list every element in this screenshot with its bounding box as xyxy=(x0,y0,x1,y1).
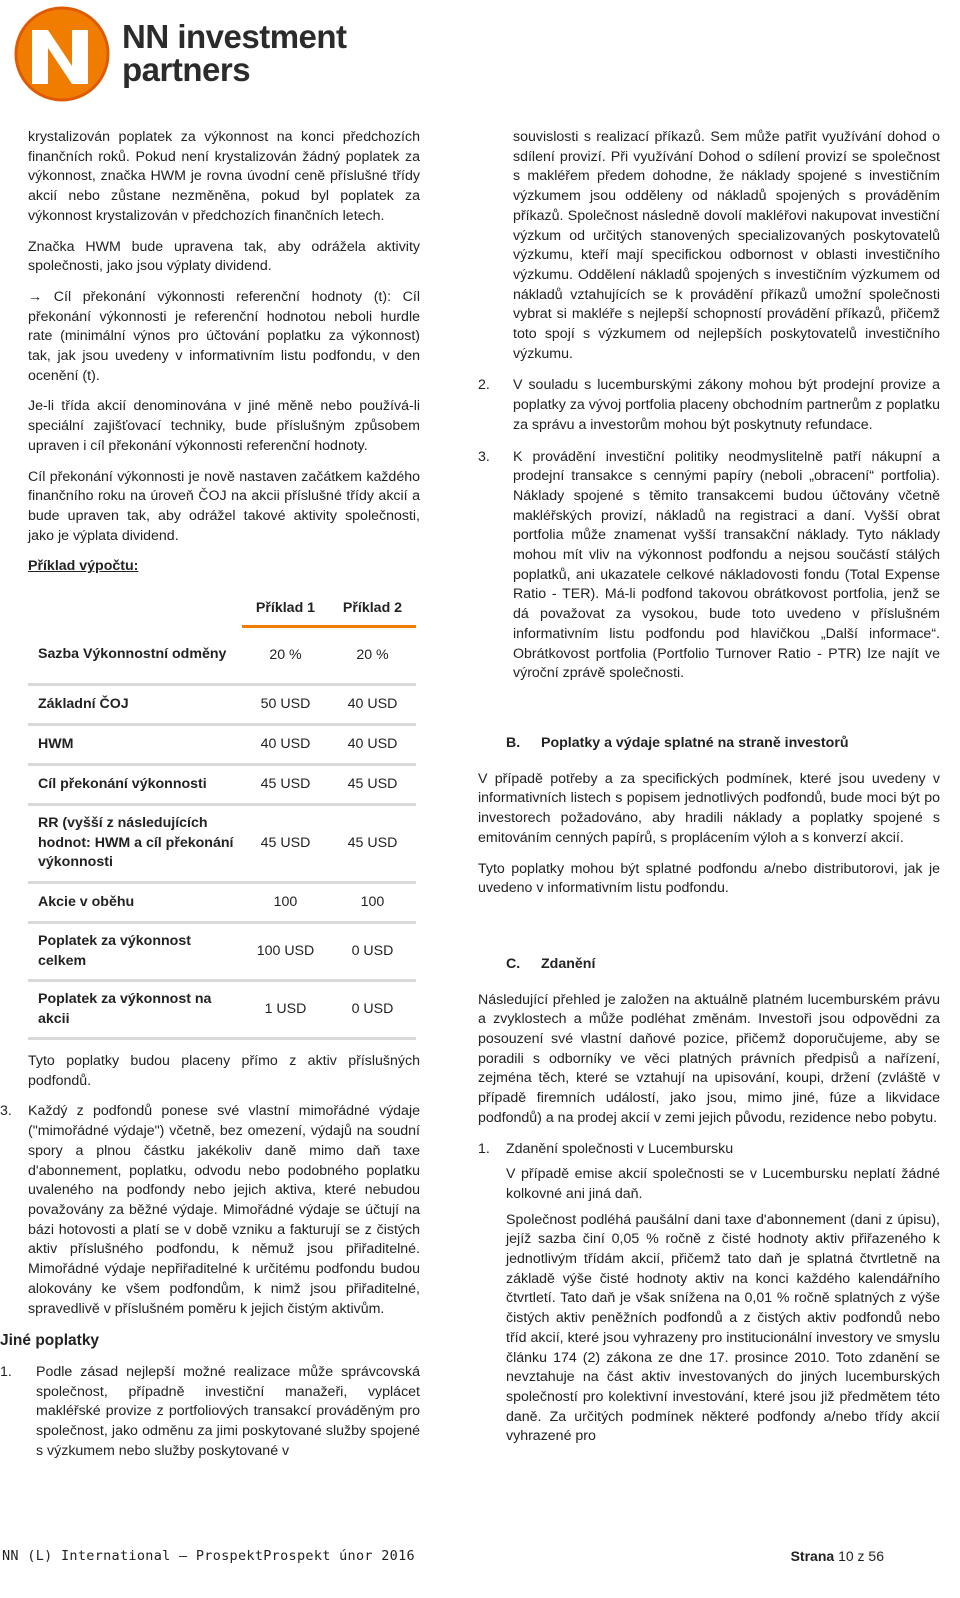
list-item-3 xyxy=(0,1102,420,1319)
row-label: Poplatek za výkonnost na akcii xyxy=(28,981,242,1039)
row-value: 45 USD xyxy=(329,805,416,883)
row-value: 45 USD xyxy=(329,765,416,805)
section-heading-b xyxy=(506,734,940,754)
list-number: 2. xyxy=(478,377,490,394)
paragraph: souvislosti s realizací příkazů. Sem může patřit využívání dohod o sdílení provizí. Při využívání Dohod o sdílení provizí se společnost s makléřem předem dohodne, že náklady spojené s investičním výzkumem jsou odděleny od nákladů spojených s prováděním příkazů. Společnost následně dovolí makléřovi nakupovat investiční výzkum od určitých stanovených specializovaných poskytovatelů výzkumu, kteří mají specifickou odbornost v oblasti investičního výzkumu. Oddělení nákladů spojených s investičním výzkumem od nákladů vztahujících se k provádění příkazů umožní společnosti vybrat si makléře s nejlepší schopností provádění příkazů, přičemž toto spojí s výzkumem od nejlepších poskytovatelů investičního výzkumu. xyxy=(513,129,940,362)
row-value: 100 xyxy=(329,883,416,923)
page-label: Strana xyxy=(790,1548,835,1564)
example-title: Příklad výpočtu: xyxy=(28,558,139,575)
list-item-text: Každý z podfondů ponese své vlastní mimořádné výdaje ("mimořádné výdaje") včetně, bez omezení, výdajů na soudní spory a plnou částku jakékoliv daně mimo daň taxe d'abonnement, poplatku, odvodu nebo podobného poplatku uvaleného na podfondy nebo jejich aktiva, které nebudou považovány za běžné výdaje. Mimořádné výdaje se účtují na bázi hotovosti a platí se v době vzniku a fakturují se z čistých aktiv příslušného podfondu, k němuž jsou přiřaditelné. Mimořádné výdaje nepřiřaditelné k určitému podfondu budou alokovány ke všem podfondům, k nimž jsou přiřaditelné, spravedlivě v příslušném poměru k jejich čistým aktivům. xyxy=(28,1103,420,1317)
nn-lion-emblem-icon xyxy=(14,6,110,102)
section-title: Zdanění xyxy=(541,955,596,972)
table-row xyxy=(28,883,416,923)
list-item-text: V souladu s lucemburskými zákony mohou být prodejní provize a poplatky za vývoj portfolia placeny obchodním partnerům z poplatku za správu a investorům mohou být poskytnuty refundace. xyxy=(513,377,940,433)
row-label: Sazba Výkonnostní odměny xyxy=(28,627,242,685)
paragraph: krystalizován poplatek za výkonnost na konci předchozích finančních roků. Pokud není krystalizován žádný poplatek za výkonnost, značka HWM je rovna úvodní ceně příslušné třídy akcií nebo zůstane nezměněna, pokud byl poplatek za výkonnost krystalizován v předchozích finančních letech. xyxy=(28,129,420,224)
row-value: 0 USD xyxy=(329,923,416,981)
paragraph: → Cíl překonání výkonnosti referenční hodnoty (t): Cíl překonání výkonnosti je referenční hodnotou neboli hurdle rate (minimální výnos pro účtování poplatku za výkonnost) tak, jak jsou uvedeny v informativním listu podfondu, v den ocenění (t). xyxy=(28,288,420,384)
logo-line-1: NN investment xyxy=(122,18,347,55)
nn-logo xyxy=(14,6,354,102)
row-label: HWM xyxy=(28,725,242,765)
paragraph: Tyto poplatky budou placeny přímo z aktiv příslušných podfondů. xyxy=(28,1053,420,1089)
right-column xyxy=(478,128,940,1458)
list-item-text: Podle zásad nejlepší možné realizace může správcovská společnost, případně investiční manažeři, vyplácet makléřské provize z portfoliových transakcí prováděným pro společnost, jako odměnu za jimi poskytované služby spojené s výzkumem nebo služby poskytované v xyxy=(36,1363,420,1459)
row-value: 100 xyxy=(242,883,329,923)
section-heading-c xyxy=(506,955,940,975)
row-value: 0 USD xyxy=(329,981,416,1039)
footer-document-title: NN (L) International – ProspektProspekt únor 2016 xyxy=(2,1548,415,1564)
table-header-row xyxy=(28,593,416,627)
table-row xyxy=(28,765,416,805)
table-row xyxy=(28,923,416,981)
row-label: Poplatek za výkonnost celkem xyxy=(28,923,242,981)
table-row xyxy=(28,685,416,725)
table-row xyxy=(28,981,416,1039)
list-item-3 xyxy=(478,448,940,684)
row-value: 40 USD xyxy=(242,725,329,765)
row-value: 20 % xyxy=(242,627,329,685)
list-number: 3. xyxy=(478,448,490,465)
list-item-1 xyxy=(0,1363,420,1462)
row-value: 45 USD xyxy=(242,805,329,883)
paragraph: V případě potřeby a za specifických podmínek, které jsou uvedeny v informativních listech s popisem jednotlivých podfondů, bude moci být po investorech požadováno, aby hradili náklady a poplatky spojené s emitováním cenných papírů, s proplácením výloh a s konverzí akcií. xyxy=(478,770,940,846)
subsection-title: Zdanění společnosti v Lucembursku xyxy=(506,1140,734,1157)
table-corner xyxy=(28,593,242,627)
logo-wordmark xyxy=(122,20,347,86)
paragraph: Cíl překonání výkonnosti je nově nastaven začátkem každého finančního roku na úroveň ČOJ na akcii příslušné třídy akcií a bude upraven tak, aby odrážel takové aktivity společnosti, jako je výplata dividend. xyxy=(28,468,420,544)
list-item-2 xyxy=(478,376,940,435)
logo-line-2: partners xyxy=(122,51,251,88)
paragraph: Značka HWM bude upravena tak, aby odrážela aktivity společnosti, jako jsou výplaty dividend. xyxy=(28,238,420,275)
list-item-text: K provádění investiční politiky neodmyslitelně patří nákupní a prodejní transakce s cennými papíry (neboli „obracení“ portfolia). Náklady spojené s těmito transakcemi budou účtovány včetně makléřských provizí, nákladů na registraci a daní. Vyšší obrat portfolia může znamenat vyšší transakční náklady. Tyto náklady mohou mít vliv na výkonnost podfondu a nejsou součástí stálých poplatků, ani ukazatele celkové nákladovosti fondu (Total Expense Ratio - TER). Má-li podfond takovou obrátkovost portfolia, jenž se dá považovat za vysokou, bude toto uvedeno v příslušném informativním listu podfondu pod hlavičkou „Další informace“. Obrátkovost portfolia (Portfolio Turnover Ratio - PTR) lze najít ve výroční zprávě společnosti. xyxy=(513,448,940,682)
subsection-heading-1 xyxy=(478,1140,940,1160)
page-count: 10 z 56 xyxy=(838,1548,884,1564)
row-value: 100 USD xyxy=(242,923,329,981)
list-number: 3. xyxy=(0,1103,12,1120)
table-header-ex1: Příklad 1 xyxy=(242,593,329,627)
section-title: Poplatky a výdaje splatné na straně investorů xyxy=(541,734,849,751)
row-value: 50 USD xyxy=(242,685,329,725)
paragraph: Společnost podléhá paušální dani taxe d'abonnement (dani z úpisu), jejíž sazba činí 0,05 % ročně z čisté hodnoty aktiv přiřazeného k jednotlivým třídám akcií, přičemž tato daň je splatná čtvrtletně na základě výše čisté hodnoty aktiv na konci každého kalendářního čtvrtletí. Tato daň je však snížena na 0,01 % ročně splatných z výše čistých aktiv peněžních podfondů a z čistých aktiv podfondů nebo tříd akcií, které jsou vyhrazeny pro institucionální investory ve smyslu článku 174 (2) zákona ze dne 17. prosince 2010. Toto zdanění se nevztahuje na část aktiv investovaných do jiných lucemburských společností pro kolektivní investování, které jsou již předmětem této daně. Za určitých podmínek některé podfondy a/nebo třídy akcií vyhrazené pro xyxy=(506,1211,940,1445)
row-value: 45 USD xyxy=(242,765,329,805)
footer-page-number xyxy=(791,1548,884,1564)
paragraph: Je-li třída akcií denominována v jiné měně nebo používá-li speciální zajišťovací techniky, bude příslušným způsobem upraven i cíl překonání výkonnosti referenční hodnoty. xyxy=(28,398,420,454)
row-value: 40 USD xyxy=(329,725,416,765)
row-label: Základní ČOJ xyxy=(28,685,242,725)
table-row xyxy=(28,627,416,685)
row-label: RR (vyšší z následujících hodnot: HWM a cíl překonání výkonnosti xyxy=(28,805,242,883)
section-letter: C. xyxy=(506,955,521,972)
row-value: 40 USD xyxy=(329,685,416,725)
list-number: 1. xyxy=(478,1140,490,1157)
row-value: 1 USD xyxy=(242,981,329,1039)
table-row xyxy=(28,805,416,883)
list-number: 1. xyxy=(0,1363,12,1380)
section-letter: B. xyxy=(506,734,521,751)
paragraph: V případě emise akcií společnosti se v Lucembursku neplatí žádné kolkovné ani jiná daň. xyxy=(506,1166,940,1202)
row-label: Akcie v oběhu xyxy=(28,883,242,923)
row-value: 20 % xyxy=(329,627,416,685)
table-row xyxy=(28,725,416,765)
paragraph: Tyto poplatky mohou být splatné podfondu a/nebo distributorovi, jak je uvedeno v informativním listu podfondu. xyxy=(478,860,940,897)
example-table xyxy=(28,593,416,1040)
paragraph: Následující přehled je založen na aktuálně platném lucemburském právu a zvyklostech a může podléhat změnám. Investoři jsou odpovědni za posouzení své vlastní daňové pozice, přičemž doporučujeme, aby se poradili s odborníky ve věci platných právních předpisů a nařízení, zejména těch, které se vztahují na upisování, koupi, držení (zvláště v případě firemních událostí, jako jsou, mimo jiné, fúze a likvidace podfondů) a na prodej akcií v zemi jejich původu, rezidence nebo pobytu. xyxy=(478,991,940,1126)
section-heading-other-fees: Jiné poplatky xyxy=(0,1332,100,1350)
table-header-ex2: Příklad 2 xyxy=(329,593,416,627)
left-column xyxy=(0,128,420,1461)
row-label: Cíl překonání výkonnosti xyxy=(28,765,242,805)
